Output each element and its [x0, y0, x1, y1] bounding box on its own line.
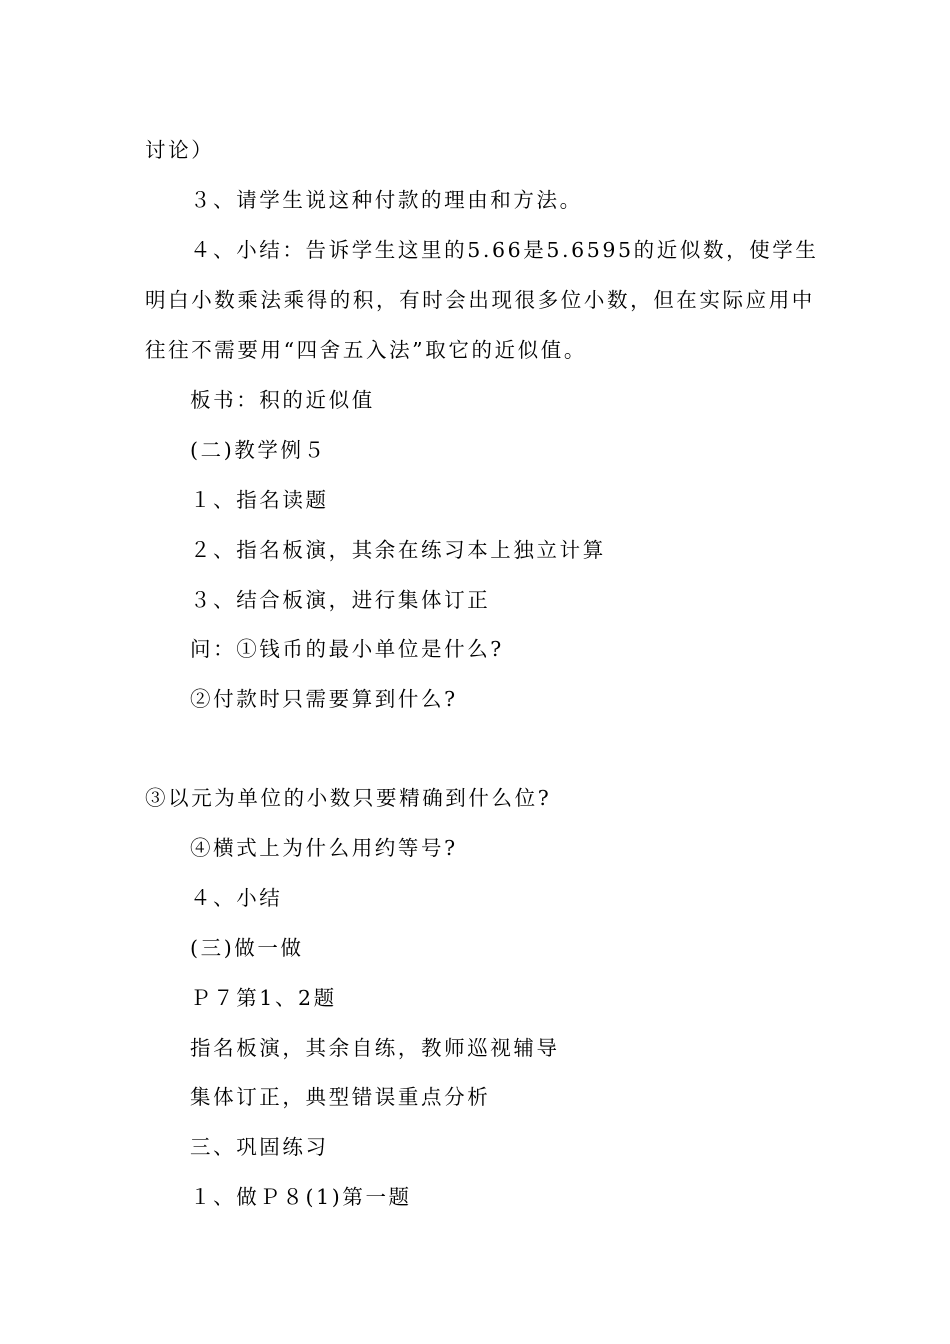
text-line-10: ３、结合板演，进行集体订正 — [190, 588, 491, 612]
text-line-19: 集体订正，典型错误重点分析 — [190, 1085, 491, 1109]
text-line-16: (三)做一做 — [190, 936, 304, 960]
text-line-5: 往往不需要用“四舍五入法”取它的近似值。 — [145, 338, 587, 362]
text-line-21: １、做Ｐ８(1)第一题 — [190, 1185, 412, 1209]
text-line-7: (二)教学例５ — [190, 438, 327, 462]
text-line-1: 讨论） — [145, 138, 215, 162]
text-line-4: 明白小数乘法乘得的积，有时会出现很多位小数，但在实际应用中 — [145, 288, 815, 312]
text-line-3: ４、小结：告诉学生这里的5.66是5.6595的近似数，使学生 — [190, 238, 819, 262]
text-line-9: ２、指名板演，其余在练习本上独立计算 — [190, 538, 606, 562]
text-line-12: ②付款时只需要算到什么? — [190, 687, 458, 711]
text-line-2: ３、请学生说这种付款的理由和方法。 — [190, 188, 583, 212]
text-line-18: 指名板演，其余自练，教师巡视辅导 — [190, 1036, 560, 1060]
text-line-13: ③以元为单位的小数只要精确到什么位? — [145, 786, 552, 810]
text-line-17: Ｐ７第1、2题 — [190, 986, 337, 1010]
text-line-20: 三、巩固练习 — [190, 1135, 329, 1159]
text-line-8: １、指名读题 — [190, 488, 329, 512]
text-line-6: 板书：积的近似值 — [190, 388, 375, 412]
text-line-14: ④横式上为什么用约等号? — [190, 836, 458, 860]
text-line-15: ４、小结 — [190, 886, 283, 910]
text-line-11: 问：①钱币的最小单位是什么? — [190, 637, 504, 661]
